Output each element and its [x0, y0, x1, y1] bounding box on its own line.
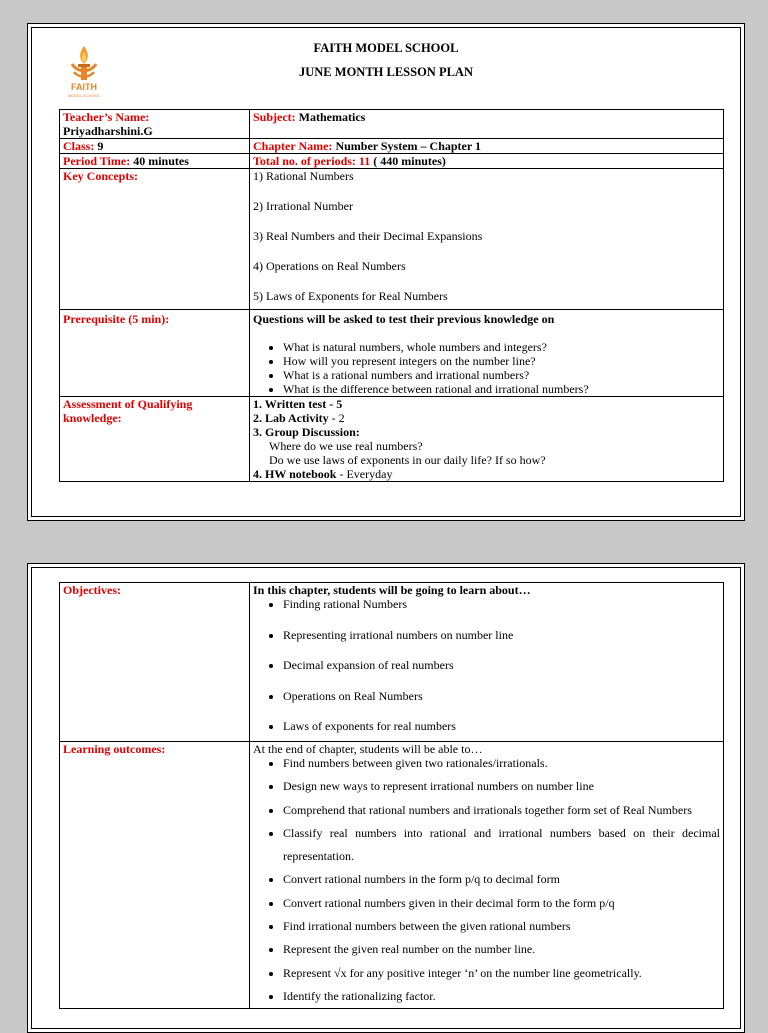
list-item: 2) Irrational Number	[253, 199, 353, 213]
lab-activity: 2. Lab Activity - 2	[253, 411, 345, 425]
lesson-plan-page-1	[27, 23, 745, 521]
table-row	[60, 139, 724, 154]
table-row	[60, 583, 724, 742]
list-item: • Decimal expansion of real numbers	[283, 658, 720, 689]
class-value: 9	[97, 139, 104, 153]
school-name: FAITH MODEL SCHOOL	[313, 41, 459, 55]
list-item: • What is the difference between rational and irrational numbers?	[283, 382, 720, 396]
teacher-name: Priyadharshini.G	[63, 124, 153, 138]
list-item: • Convert rational numbers given in their decimal form to the form p/q	[283, 892, 720, 915]
list-item: • Convert rational numbers in the form p/q to decimal form	[283, 868, 720, 891]
logo-subtext: MODEL SCHOOL	[67, 93, 101, 98]
learning-outcomes-heading: At the end of chapter, students will be able to…	[253, 742, 483, 756]
total-periods-minutes: ( 440 minutes)	[373, 154, 446, 168]
total-periods-cell	[250, 154, 724, 169]
group-discussion-label: 3. Group Discussion:	[253, 425, 360, 439]
lesson-info-table	[59, 109, 724, 482]
list-item: • Identify the rationalizing factor.	[283, 985, 720, 1008]
key-concepts-label: Key Concepts:	[60, 169, 250, 310]
prerequisite-label: Prerequisite (5 min):	[60, 310, 250, 397]
list-item: 3) Real Numbers and their Decimal Expansions	[253, 229, 483, 243]
assessment-content	[250, 397, 724, 482]
objectives-heading: In this chapter, students will be going to learn about…	[253, 583, 531, 597]
subject-value: Mathematics	[298, 110, 366, 124]
period-cell	[60, 154, 250, 169]
list-item: • How will you represent integers on the number line?	[283, 354, 720, 368]
group-question: Do we use laws of exponents in our daily life? If so how?	[269, 453, 546, 467]
chapter-label: Chapter Name:	[253, 139, 333, 153]
plan-title: JUNE MONTH LESSON PLAN	[299, 65, 473, 79]
list-item: • Represent the given real number on the number line.	[283, 938, 720, 961]
list-item: • Represent √x for any positive integer ‘n’ on the number line geometrically.	[283, 962, 720, 985]
period-label: Period Time:	[63, 154, 131, 168]
chapter-value: Number System – Chapter 1	[335, 139, 481, 153]
teacher-cell	[60, 110, 250, 139]
class-label: Class:	[63, 139, 95, 153]
class-cell	[60, 139, 250, 154]
objectives-content	[250, 583, 724, 742]
learning-outcomes-list	[253, 752, 720, 1008]
group-question: Where do we use real numbers?	[269, 439, 423, 453]
logo-text: FAITH	[71, 82, 97, 92]
learning-outcomes-content	[250, 742, 724, 1009]
prerequisite-list	[253, 340, 720, 396]
list-item: • Finding rational Numbers	[283, 597, 720, 628]
key-concepts-list	[250, 169, 724, 310]
prerequisite-heading: Questions will be asked to test their previous knowledge on	[253, 312, 555, 326]
list-item: • Find numbers between given two rationales/irrationals.	[283, 752, 720, 775]
list-item: • Operations on Real Numbers	[283, 689, 720, 720]
table-row	[60, 310, 724, 397]
list-item: • Representing irrational numbers on number line	[283, 628, 720, 659]
list-item: • What is a rational numbers and irrational numbers?	[283, 368, 720, 382]
list-item: 1) Rational Numbers	[253, 169, 354, 183]
objectives-label: Objectives:	[60, 583, 250, 742]
lesson-plan-page-2	[27, 563, 745, 1033]
table-row	[60, 110, 724, 139]
list-item: • Laws of exponents for real numbers	[283, 719, 720, 741]
hw-notebook: 4. HW notebook - Everyday	[253, 467, 393, 481]
subject-cell	[250, 110, 724, 139]
objectives-list	[253, 597, 720, 741]
list-item: • Classify real numbers into rational and irrational numbers based on their decimal representation.	[283, 822, 720, 869]
list-item: 5) Laws of Exponents for Real Numbers	[253, 289, 448, 303]
table-row	[60, 742, 724, 1009]
subject-label: Subject:	[253, 110, 296, 124]
learning-outcomes-label: Learning outcomes:	[60, 742, 250, 1009]
table-row	[60, 169, 724, 310]
table-row	[60, 397, 724, 482]
table-row	[60, 154, 724, 169]
assessment-label: Assessment of Qualifying knowledge:	[60, 397, 250, 482]
total-periods-count: 11	[358, 154, 371, 168]
period-value: 40 minutes	[133, 154, 189, 168]
list-item: 4) Operations on Real Numbers	[253, 259, 406, 273]
written-test: 1. Written test - 5	[253, 397, 343, 411]
teacher-label: Teacher’s Name:	[63, 110, 150, 124]
list-item: • What is natural numbers, whole numbers and integers?	[283, 340, 720, 354]
objectives-table	[59, 582, 724, 1009]
prerequisite-content	[250, 310, 724, 397]
total-periods-label: Total no. of periods:	[253, 154, 356, 168]
list-item: • Comprehend that rational numbers and irrationals together form set of Real Numbers	[283, 799, 720, 822]
list-item: • Design new ways to represent irrational numbers on number line	[283, 775, 720, 798]
chapter-cell	[250, 139, 724, 154]
list-item: • Find irrational numbers between the given rational numbers	[283, 915, 720, 938]
